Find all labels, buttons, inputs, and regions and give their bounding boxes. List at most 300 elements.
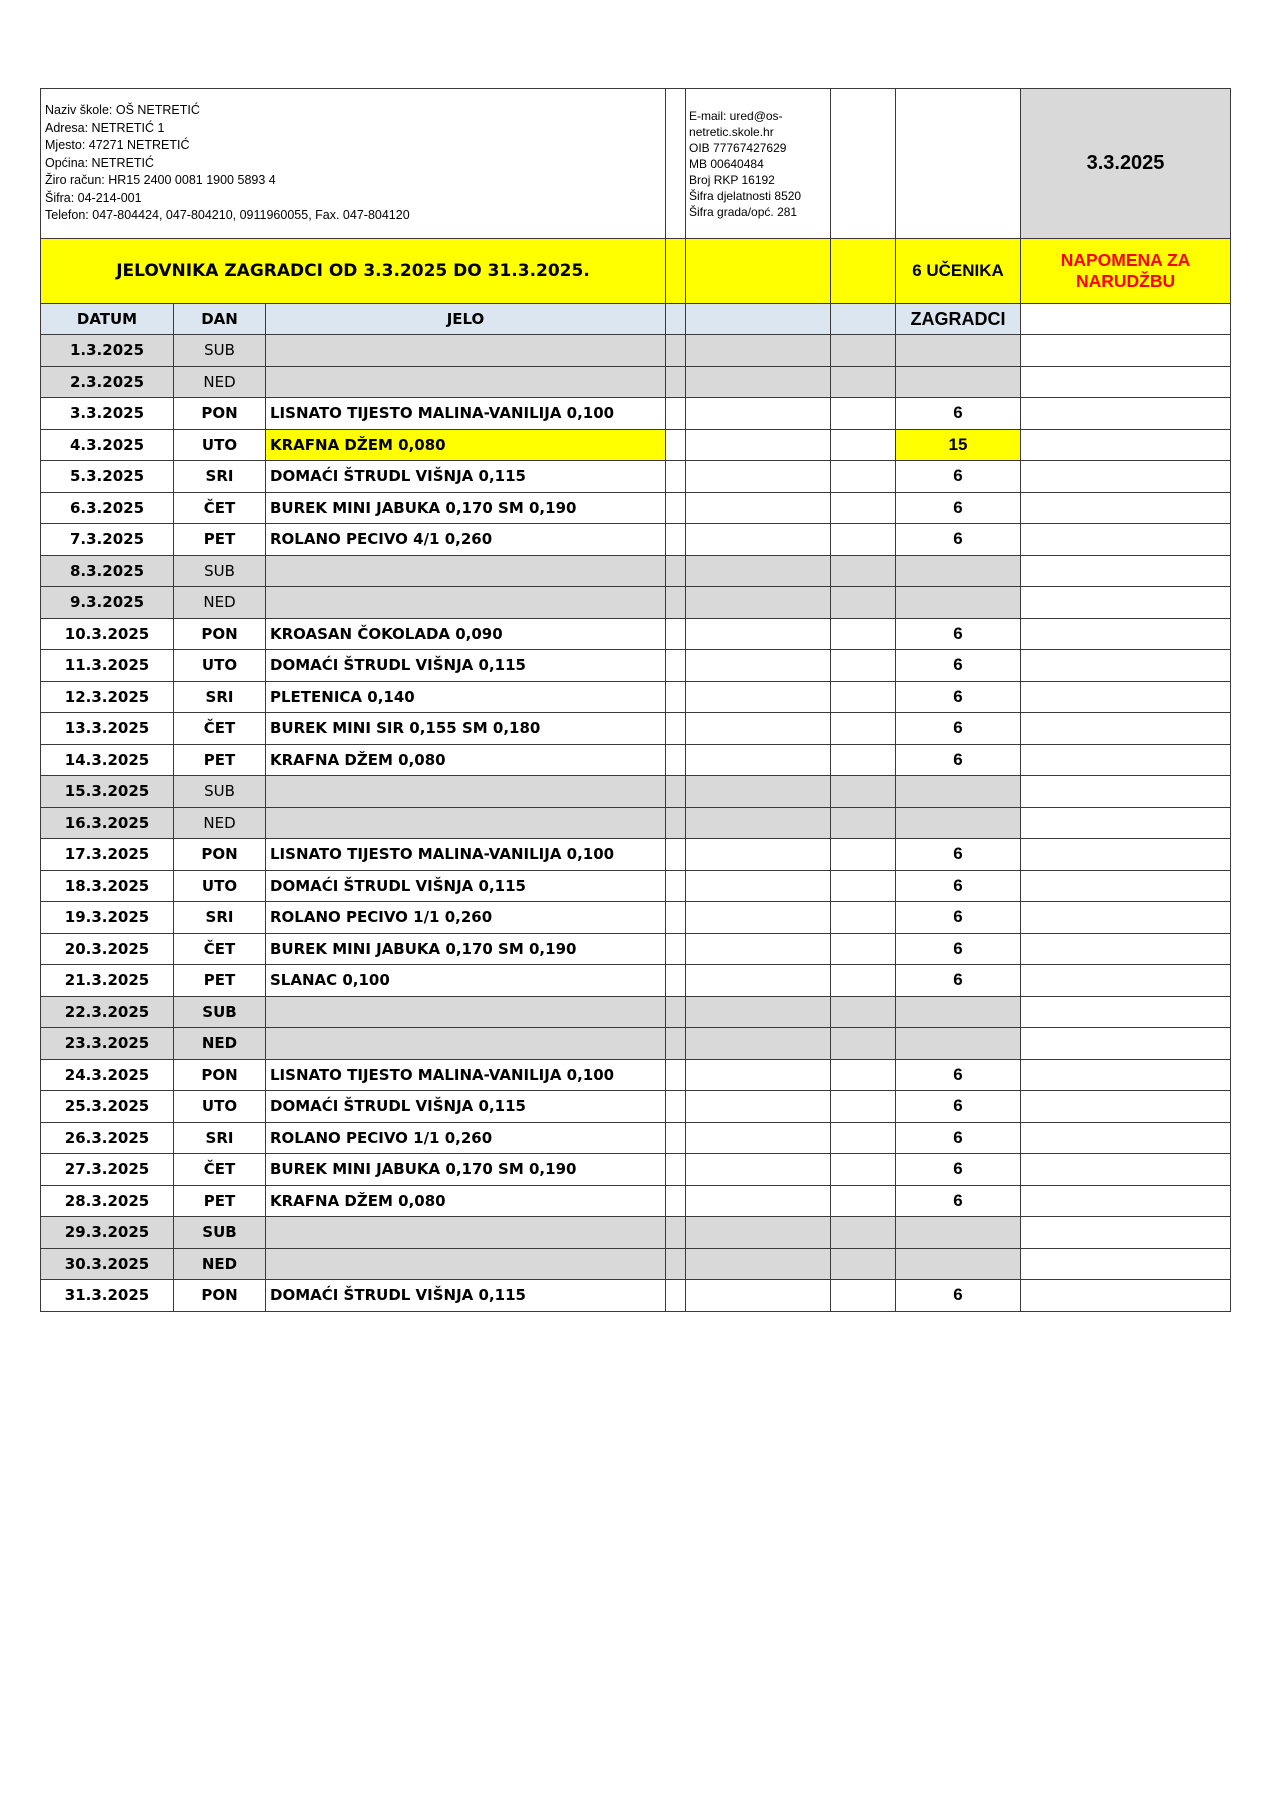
- meal-cell: DOMAĆI ŠTRUDL VIŠNJA 0,115: [266, 650, 666, 682]
- spacer-cell: [666, 555, 686, 587]
- empty-cell: [831, 89, 896, 239]
- day-cell: UTO: [174, 650, 266, 682]
- empty-cell: [831, 681, 896, 713]
- date-cell: 5.3.2025: [41, 461, 174, 493]
- table-row: [41, 618, 1231, 650]
- empty-cell: [831, 650, 896, 682]
- empty-cell: [1021, 1185, 1231, 1217]
- count-cell: [896, 587, 1021, 619]
- contact-info: [686, 89, 831, 239]
- menu-sheet: [40, 88, 1231, 1312]
- meal-cell: DOMAĆI ŠTRUDL VIŠNJA 0,115: [266, 1091, 666, 1123]
- empty-cell: [1021, 1122, 1231, 1154]
- empty-cell: [686, 1059, 831, 1091]
- meal-cell: [266, 1217, 666, 1249]
- meal-cell: BUREK MINI JABUKA 0,170 SM 0,190: [266, 1154, 666, 1186]
- count-cell: 6: [896, 902, 1021, 934]
- count-cell: [896, 366, 1021, 398]
- meal-cell: [266, 366, 666, 398]
- spacer-cell: [666, 1280, 686, 1312]
- day-cell: PET: [174, 524, 266, 556]
- count-cell: 6: [896, 1154, 1021, 1186]
- empty-cell: [1021, 839, 1231, 871]
- empty-cell: [686, 996, 831, 1028]
- empty-cell: [831, 870, 896, 902]
- count-cell: 6: [896, 681, 1021, 713]
- meal-cell: KRAFNA DŽEM 0,080: [266, 1185, 666, 1217]
- day-cell: NED: [174, 1248, 266, 1280]
- date-cell: 31.3.2025: [41, 1280, 174, 1312]
- date-cell: 7.3.2025: [41, 524, 174, 556]
- empty-cell: [831, 713, 896, 745]
- empty-cell: [686, 461, 831, 493]
- empty-cell: [1021, 681, 1231, 713]
- meal-cell: [266, 776, 666, 808]
- empty-cell: [831, 933, 896, 965]
- date-cell: 24.3.2025: [41, 1059, 174, 1091]
- empty-cell: [686, 965, 831, 997]
- table-row: [41, 870, 1231, 902]
- spacer-cell: [666, 429, 686, 461]
- empty-cell: [1021, 1280, 1231, 1312]
- empty-cell: [831, 555, 896, 587]
- date-cell: 21.3.2025: [41, 965, 174, 997]
- date-cell: 11.3.2025: [41, 650, 174, 682]
- table-row: [41, 902, 1231, 934]
- day-cell: SUB: [174, 555, 266, 587]
- meal-cell: LISNATO TIJESTO MALINA-VANILIJA 0,100: [266, 839, 666, 871]
- empty-cell: [831, 366, 896, 398]
- empty-cell: [831, 1185, 896, 1217]
- meal-cell: [266, 587, 666, 619]
- empty-cell: [831, 965, 896, 997]
- date-cell: 2.3.2025: [41, 366, 174, 398]
- table-row: [41, 1122, 1231, 1154]
- spacer-cell: [666, 304, 686, 335]
- empty-cell: [686, 713, 831, 745]
- meal-cell: LISNATO TIJESTO MALINA-VANILIJA 0,100: [266, 398, 666, 430]
- empty-cell: [1021, 713, 1231, 745]
- meal-cell: [266, 1028, 666, 1060]
- meal-cell: BUREK MINI JABUKA 0,170 SM 0,190: [266, 492, 666, 524]
- spacer-cell: [666, 870, 686, 902]
- count-cell: 6: [896, 618, 1021, 650]
- empty-cell: [831, 839, 896, 871]
- empty-cell: [1021, 366, 1231, 398]
- empty-cell: [831, 398, 896, 430]
- date-cell: 10.3.2025: [41, 618, 174, 650]
- empty-cell: [831, 1028, 896, 1060]
- day-cell: SRI: [174, 681, 266, 713]
- empty-cell: [1021, 335, 1231, 367]
- meal-cell: KRAFNA DŽEM 0,080: [266, 429, 666, 461]
- empty-cell: [686, 1248, 831, 1280]
- table-row: [41, 398, 1231, 430]
- contact-info-line: Broj RKP 16192: [689, 172, 775, 187]
- empty-cell: [831, 1280, 896, 1312]
- spacer-cell: [666, 1028, 686, 1060]
- day-cell: PON: [174, 618, 266, 650]
- date-cell: 19.3.2025: [41, 902, 174, 934]
- date-cell: 13.3.2025: [41, 713, 174, 745]
- spacer-cell: [666, 713, 686, 745]
- count-cell: 6: [896, 1091, 1021, 1123]
- school-info-line: Adresa: NETRETIĆ 1: [45, 120, 165, 135]
- column-header-date: DATUM: [41, 304, 174, 335]
- date-cell: 28.3.2025: [41, 1185, 174, 1217]
- empty-cell: [1021, 398, 1231, 430]
- spacer-cell: [666, 681, 686, 713]
- empty-cell: [1021, 902, 1231, 934]
- empty-cell: [1021, 744, 1231, 776]
- empty-cell: [1021, 587, 1231, 619]
- spacer-cell: [666, 1059, 686, 1091]
- empty-cell: [831, 902, 896, 934]
- empty-cell: [686, 1122, 831, 1154]
- spacer-cell: [666, 524, 686, 556]
- day-cell: NED: [174, 1028, 266, 1060]
- date-cell: 26.3.2025: [41, 1122, 174, 1154]
- empty-cell: [686, 870, 831, 902]
- table-row: [41, 650, 1231, 682]
- day-cell: PON: [174, 1280, 266, 1312]
- empty-cell: [686, 618, 831, 650]
- header-row: [41, 89, 1231, 239]
- empty-cell: [1021, 776, 1231, 808]
- count-cell: [896, 335, 1021, 367]
- spacer-cell: [666, 1154, 686, 1186]
- empty-cell: [686, 1091, 831, 1123]
- date-cell: 22.3.2025: [41, 996, 174, 1028]
- date-cell: 12.3.2025: [41, 681, 174, 713]
- school-info-line: Općina: NETRETIĆ: [45, 155, 155, 170]
- empty-cell: [1021, 1217, 1231, 1249]
- table-row: [41, 1059, 1231, 1091]
- empty-cell: [686, 239, 831, 304]
- spacer-cell: [666, 776, 686, 808]
- document-date: 3.3.2025: [1021, 89, 1231, 239]
- spacer-cell: [666, 1217, 686, 1249]
- empty-cell: [1021, 524, 1231, 556]
- empty-cell: [831, 335, 896, 367]
- spacer-cell: [666, 492, 686, 524]
- date-cell: 6.3.2025: [41, 492, 174, 524]
- date-cell: 15.3.2025: [41, 776, 174, 808]
- day-cell: SUB: [174, 996, 266, 1028]
- spacer-cell: [666, 239, 686, 304]
- empty-cell: [831, 1122, 896, 1154]
- empty-cell: [686, 492, 831, 524]
- table-row: [41, 776, 1231, 808]
- table-row: [41, 713, 1231, 745]
- empty-cell: [831, 996, 896, 1028]
- count-cell: 6: [896, 650, 1021, 682]
- meal-cell: DOMAĆI ŠTRUDL VIŠNJA 0,115: [266, 1280, 666, 1312]
- date-cell: 3.3.2025: [41, 398, 174, 430]
- count-cell: [896, 1217, 1021, 1249]
- day-cell: NED: [174, 587, 266, 619]
- table-row: [41, 429, 1231, 461]
- spacer-cell: [666, 587, 686, 619]
- contact-info-line: Šifra grada/opć. 281: [689, 204, 798, 219]
- table-row: [41, 1154, 1231, 1186]
- spacer-cell: [666, 1122, 686, 1154]
- empty-cell: [686, 429, 831, 461]
- meal-cell: ROLANO PECIVO 1/1 0,260: [266, 1122, 666, 1154]
- empty-cell: [831, 239, 896, 304]
- table-row: [41, 933, 1231, 965]
- day-cell: PON: [174, 839, 266, 871]
- pupil-count: 6 UČENIKA: [896, 239, 1021, 304]
- day-cell: SRI: [174, 902, 266, 934]
- empty-cell: [831, 461, 896, 493]
- empty-cell: [1021, 1091, 1231, 1123]
- spacer-cell: [666, 461, 686, 493]
- meal-cell: [266, 807, 666, 839]
- day-cell: SUB: [174, 335, 266, 367]
- empty-cell: [896, 89, 1021, 239]
- spacer-cell: [666, 335, 686, 367]
- empty-cell: [686, 555, 831, 587]
- empty-cell: [686, 304, 831, 335]
- spacer-cell: [666, 965, 686, 997]
- empty-cell: [686, 1185, 831, 1217]
- empty-cell: [686, 335, 831, 367]
- spacer-cell: [666, 618, 686, 650]
- day-cell: PET: [174, 744, 266, 776]
- spacer-cell: [666, 744, 686, 776]
- day-cell: SRI: [174, 461, 266, 493]
- column-header-row: [41, 304, 1231, 335]
- empty-cell: [831, 744, 896, 776]
- empty-cell: [831, 618, 896, 650]
- table-row: [41, 681, 1231, 713]
- table-row: [41, 1248, 1231, 1280]
- meal-cell: LISNATO TIJESTO MALINA-VANILIJA 0,100: [266, 1059, 666, 1091]
- day-cell: ČET: [174, 933, 266, 965]
- meal-cell: [266, 996, 666, 1028]
- empty-cell: [831, 524, 896, 556]
- table-row: [41, 965, 1231, 997]
- meal-cell: KROASAN ČOKOLADA 0,090: [266, 618, 666, 650]
- table-row: [41, 587, 1231, 619]
- day-cell: SUB: [174, 1217, 266, 1249]
- spacer-cell: [666, 933, 686, 965]
- empty-cell: [686, 1280, 831, 1312]
- order-note: NAPOMENA ZA NARUDŽBU: [1021, 239, 1231, 304]
- count-cell: 6: [896, 461, 1021, 493]
- count-cell: [896, 1248, 1021, 1280]
- empty-cell: [686, 366, 831, 398]
- empty-cell: [1021, 492, 1231, 524]
- empty-cell: [686, 744, 831, 776]
- count-cell: 6: [896, 1122, 1021, 1154]
- empty-cell: [831, 1059, 896, 1091]
- empty-cell: [1021, 965, 1231, 997]
- day-cell: NED: [174, 366, 266, 398]
- empty-cell: [831, 492, 896, 524]
- meal-cell: KRAFNA DŽEM 0,080: [266, 744, 666, 776]
- empty-cell: [1021, 807, 1231, 839]
- table-row: [41, 1091, 1231, 1123]
- column-header-meal: JELO: [266, 304, 666, 335]
- empty-cell: [831, 304, 896, 335]
- empty-cell: [686, 587, 831, 619]
- empty-cell: [686, 524, 831, 556]
- day-cell: NED: [174, 807, 266, 839]
- spacer-cell: [666, 89, 686, 239]
- empty-cell: [1021, 870, 1231, 902]
- empty-cell: [1021, 429, 1231, 461]
- contact-info-line: MB 00640484: [689, 156, 764, 171]
- spacer-cell: [666, 398, 686, 430]
- empty-cell: [831, 1248, 896, 1280]
- day-cell: ČET: [174, 492, 266, 524]
- empty-cell: [1021, 618, 1231, 650]
- date-cell: 16.3.2025: [41, 807, 174, 839]
- school-info-line: Naziv škole: OŠ NETRETIĆ: [45, 103, 200, 118]
- date-cell: 14.3.2025: [41, 744, 174, 776]
- date-cell: 9.3.2025: [41, 587, 174, 619]
- column-header-day: DAN: [174, 304, 266, 335]
- school-info: [41, 89, 666, 239]
- table-row: [41, 1217, 1231, 1249]
- empty-cell: [1021, 1028, 1231, 1060]
- day-cell: UTO: [174, 1091, 266, 1123]
- meal-cell: ROLANO PECIVO 4/1 0,260: [266, 524, 666, 556]
- meal-cell: [266, 335, 666, 367]
- count-cell: 6: [896, 713, 1021, 745]
- table-row: [41, 524, 1231, 556]
- spacer-cell: [666, 996, 686, 1028]
- meal-cell: BUREK MINI JABUKA 0,170 SM 0,190: [266, 933, 666, 965]
- date-cell: 23.3.2025: [41, 1028, 174, 1060]
- table-row: [41, 492, 1231, 524]
- count-cell: 6: [896, 870, 1021, 902]
- date-cell: 17.3.2025: [41, 839, 174, 871]
- empty-cell: [1021, 1154, 1231, 1186]
- spacer-cell: [666, 1091, 686, 1123]
- date-cell: 8.3.2025: [41, 555, 174, 587]
- date-cell: 29.3.2025: [41, 1217, 174, 1249]
- day-cell: UTO: [174, 870, 266, 902]
- count-cell: 6: [896, 1059, 1021, 1091]
- day-cell: SUB: [174, 776, 266, 808]
- empty-cell: [831, 1154, 896, 1186]
- spacer-cell: [666, 1185, 686, 1217]
- date-cell: 20.3.2025: [41, 933, 174, 965]
- empty-cell: [831, 587, 896, 619]
- school-info-line: Šifra: 04-214-001: [45, 190, 142, 205]
- table-row: [41, 1028, 1231, 1060]
- meal-cell: BUREK MINI SIR 0,155 SM 0,180: [266, 713, 666, 745]
- school-info-line: Mjesto: 47271 NETRETIĆ: [45, 138, 190, 153]
- contact-info-line: E-mail: ured@os-: [689, 108, 783, 123]
- school-info-line: Žiro račun: HR15 2400 0081 1900 5893 4: [45, 173, 276, 188]
- table-row: [41, 555, 1231, 587]
- empty-cell: [1021, 933, 1231, 965]
- table-row: [41, 839, 1231, 871]
- empty-cell: [831, 429, 896, 461]
- day-cell: UTO: [174, 429, 266, 461]
- empty-cell: [1021, 650, 1231, 682]
- table-row: [41, 366, 1231, 398]
- count-cell: [896, 776, 1021, 808]
- empty-cell: [1021, 1248, 1231, 1280]
- count-cell: [896, 555, 1021, 587]
- empty-cell: [831, 1217, 896, 1249]
- empty-cell: [831, 1091, 896, 1123]
- count-cell: 6: [896, 1280, 1021, 1312]
- day-cell: PET: [174, 965, 266, 997]
- empty-cell: [1021, 461, 1231, 493]
- date-cell: 27.3.2025: [41, 1154, 174, 1186]
- table-row: [41, 335, 1231, 367]
- spacer-cell: [666, 366, 686, 398]
- date-cell: 4.3.2025: [41, 429, 174, 461]
- count-cell: 6: [896, 744, 1021, 776]
- spacer-cell: [666, 650, 686, 682]
- count-cell: 6: [896, 839, 1021, 871]
- table-row: [41, 1185, 1231, 1217]
- count-cell: [896, 807, 1021, 839]
- empty-cell: [1021, 996, 1231, 1028]
- day-cell: PON: [174, 398, 266, 430]
- empty-cell: [686, 1217, 831, 1249]
- empty-cell: [1021, 1059, 1231, 1091]
- count-cell: 15: [896, 429, 1021, 461]
- empty-cell: [831, 807, 896, 839]
- count-cell: [896, 996, 1021, 1028]
- date-cell: 1.3.2025: [41, 335, 174, 367]
- day-cell: ČET: [174, 713, 266, 745]
- empty-cell: [686, 398, 831, 430]
- day-cell: PON: [174, 1059, 266, 1091]
- empty-cell: [686, 807, 831, 839]
- meal-cell: [266, 1248, 666, 1280]
- menu-title: JELOVNIKA ZAGRADCI OD 3.3.2025 DO 31.3.2025.: [41, 239, 666, 304]
- table-row: [41, 744, 1231, 776]
- contact-info-line: OIB 77767427629: [689, 140, 787, 155]
- count-cell: [896, 1028, 1021, 1060]
- meal-cell: [266, 555, 666, 587]
- date-cell: 30.3.2025: [41, 1248, 174, 1280]
- meal-cell: ROLANO PECIVO 1/1 0,260: [266, 902, 666, 934]
- day-cell: PET: [174, 1185, 266, 1217]
- empty-cell: [1021, 304, 1231, 335]
- empty-cell: [686, 902, 831, 934]
- title-row: [41, 239, 1231, 304]
- spacer-cell: [666, 807, 686, 839]
- empty-cell: [686, 650, 831, 682]
- count-cell: 6: [896, 398, 1021, 430]
- empty-cell: [686, 1028, 831, 1060]
- count-cell: 6: [896, 933, 1021, 965]
- contact-info-line: Šifra djelatnosti 8520: [689, 188, 802, 203]
- spacer-cell: [666, 902, 686, 934]
- count-cell: 6: [896, 1185, 1021, 1217]
- count-cell: 6: [896, 965, 1021, 997]
- school-info-line: Telefon: 047-804424, 047-804210, 0911960055, Fax. 047-804120: [45, 208, 410, 223]
- table-row: [41, 1280, 1231, 1312]
- count-cell: 6: [896, 524, 1021, 556]
- contact-info-line: netretic.skole.hr: [689, 124, 774, 139]
- meal-cell: DOMAĆI ŠTRUDL VIŠNJA 0,115: [266, 461, 666, 493]
- empty-cell: [686, 1154, 831, 1186]
- count-cell: 6: [896, 492, 1021, 524]
- date-cell: 25.3.2025: [41, 1091, 174, 1123]
- day-cell: SRI: [174, 1122, 266, 1154]
